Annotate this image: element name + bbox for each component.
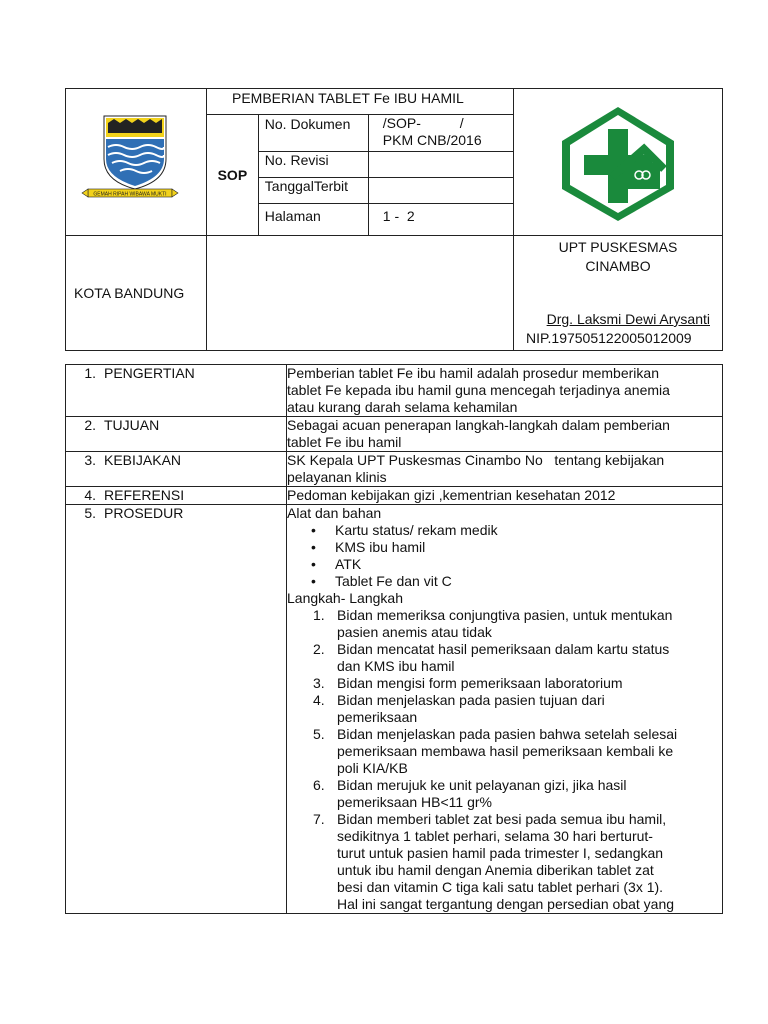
field-value-cell <box>368 152 513 178</box>
field-label-cell <box>258 204 368 236</box>
city-name: KOTA BANDUNG <box>74 284 185 301</box>
section-label-cell <box>66 452 287 487</box>
table-row <box>66 452 723 487</box>
section-text: Pemberian tablet Fe ibu hamil adalah prosedur memberikan tablet Fe kepada ibu hamil guna mencegah terjadinya anemia atau kurang darah selama kehamilan <box>287 365 723 417</box>
org-name-line1: UPT PUSKESMAS <box>558 239 678 255</box>
content-table <box>65 364 723 914</box>
field-value-halaman: 1 - 2 <box>382 208 415 224</box>
list-item: 1. Bidan memeriksa conjungtiva pasien, untuk mentukan pasien anemis atau tidak <box>313 607 673 640</box>
section-number: 3. <box>84 452 96 468</box>
section-label-cell <box>66 505 287 914</box>
document-title: PEMBERIAN TABLET Fe IBU HAMIL <box>232 90 464 106</box>
section-label-cell <box>66 417 287 452</box>
field-label-cell <box>258 152 368 178</box>
langkah-heading: Langkah- Langkah <box>287 590 403 606</box>
field-label-no-dokumen: No. Dokumen <box>264 116 351 132</box>
prosedur-cell <box>287 505 723 914</box>
list-item: • Tablet Fe dan vit C <box>311 573 452 589</box>
title-cell <box>207 89 514 115</box>
signer-nip: NIP.197505122005012009 <box>525 330 692 346</box>
field-value-cell <box>368 115 513 152</box>
org-cell <box>513 236 722 351</box>
header-table <box>65 88 723 351</box>
section-text: Pedoman kebijakan gizi ,kementrian kesehatan 2012 <box>287 487 723 505</box>
section-label: PROSEDUR <box>104 505 184 521</box>
blank-cell <box>207 236 514 351</box>
section-label-cell <box>66 487 287 505</box>
langkah-list <box>287 607 722 913</box>
section-label: PENGERTIAN <box>104 365 195 381</box>
list-item: 7. Bidan memberi tablet zat besi pada semua ibu hamil, sedikitnya 1 tablet perhari, selama 30 hari berturut- turut untuk pasien hamil pada trimester I, sedangkan untuk ibu hamil dengan Anemia diberikan tablet zat besi dan vitamin C tiga kali satu tablet perhari (3x 1). Hal ini sangat tergantung dengan persedian obat yang <box>313 811 675 912</box>
section-number: 4. <box>84 487 96 503</box>
list-item: • KMS ibu hamil <box>311 539 426 555</box>
table-row <box>66 417 723 452</box>
puskesmas-logo-icon <box>514 89 722 232</box>
crest-motto: GEMAH RIPAH WIBAWA MUKTI <box>93 191 167 198</box>
section-text: Sebagai acuan penerapan langkah-langkah dalam pemberian tablet Fe ibu hamil <box>287 417 723 452</box>
field-value-no-dokumen: /SOP- / PKM CNB/2016 <box>382 115 482 148</box>
field-label-tanggal-terbit: TanggalTerbit <box>264 178 349 194</box>
section-label-cell <box>66 365 287 417</box>
table-row <box>66 365 723 417</box>
alat-list <box>287 522 722 590</box>
section-label: REFERENSI <box>104 487 185 503</box>
bandung-crest-icon <box>66 89 206 232</box>
field-label-cell <box>258 115 368 152</box>
field-value-cell <box>368 178 513 204</box>
left-logo-cell <box>66 89 207 236</box>
list-item: • ATK <box>311 556 362 572</box>
list-item: 6. Bidan merujuk ke unit pelayanan gizi, jika hasil pemeriksaan HB<11 gr% <box>313 777 627 810</box>
section-number: 5. <box>84 505 96 521</box>
list-item: 4. Bidan menjelaskan pada pasien tujuan dari pemeriksaan <box>313 692 605 725</box>
list-item: 3. Bidan mengisi form pemeriksaan laboratorium <box>313 675 623 691</box>
signer-name: Drg. Laksmi Dewi Arysanti <box>546 311 710 327</box>
city-cell <box>66 236 207 351</box>
section-number: 2. <box>84 417 96 433</box>
field-label-cell <box>258 178 368 204</box>
field-value-cell <box>368 204 513 236</box>
section-text: SK Kepala UPT Puskesmas Cinambo No tentang kebijakan pelayanan klinis <box>287 452 723 487</box>
section-label: TUJUAN <box>104 417 160 433</box>
sop-label-cell <box>207 115 259 236</box>
table-row <box>66 505 723 914</box>
list-item: 2. Bidan mencatat hasil pemeriksaan dalam kartu status dan KMS ibu hamil <box>313 641 670 674</box>
org-name-line2: CINAMBO <box>585 258 651 274</box>
sop-label: SOP <box>217 167 248 183</box>
table-row <box>66 487 723 505</box>
list-item: 5. Bidan menjelaskan pada pasien bahwa setelah selesai pemeriksaan membawa hasil pemeriksaan kembali ke poli KIA/KB <box>313 726 678 776</box>
section-number: 1. <box>84 365 96 381</box>
right-logo-cell <box>513 89 722 236</box>
alat-heading: Alat dan bahan <box>287 505 382 521</box>
field-label-no-revisi: No. Revisi <box>264 152 329 168</box>
field-label-halaman: Halaman <box>264 208 321 224</box>
list-item: • Kartu status/ rekam medik <box>311 522 498 538</box>
section-label: KEBIJAKAN <box>104 452 182 468</box>
